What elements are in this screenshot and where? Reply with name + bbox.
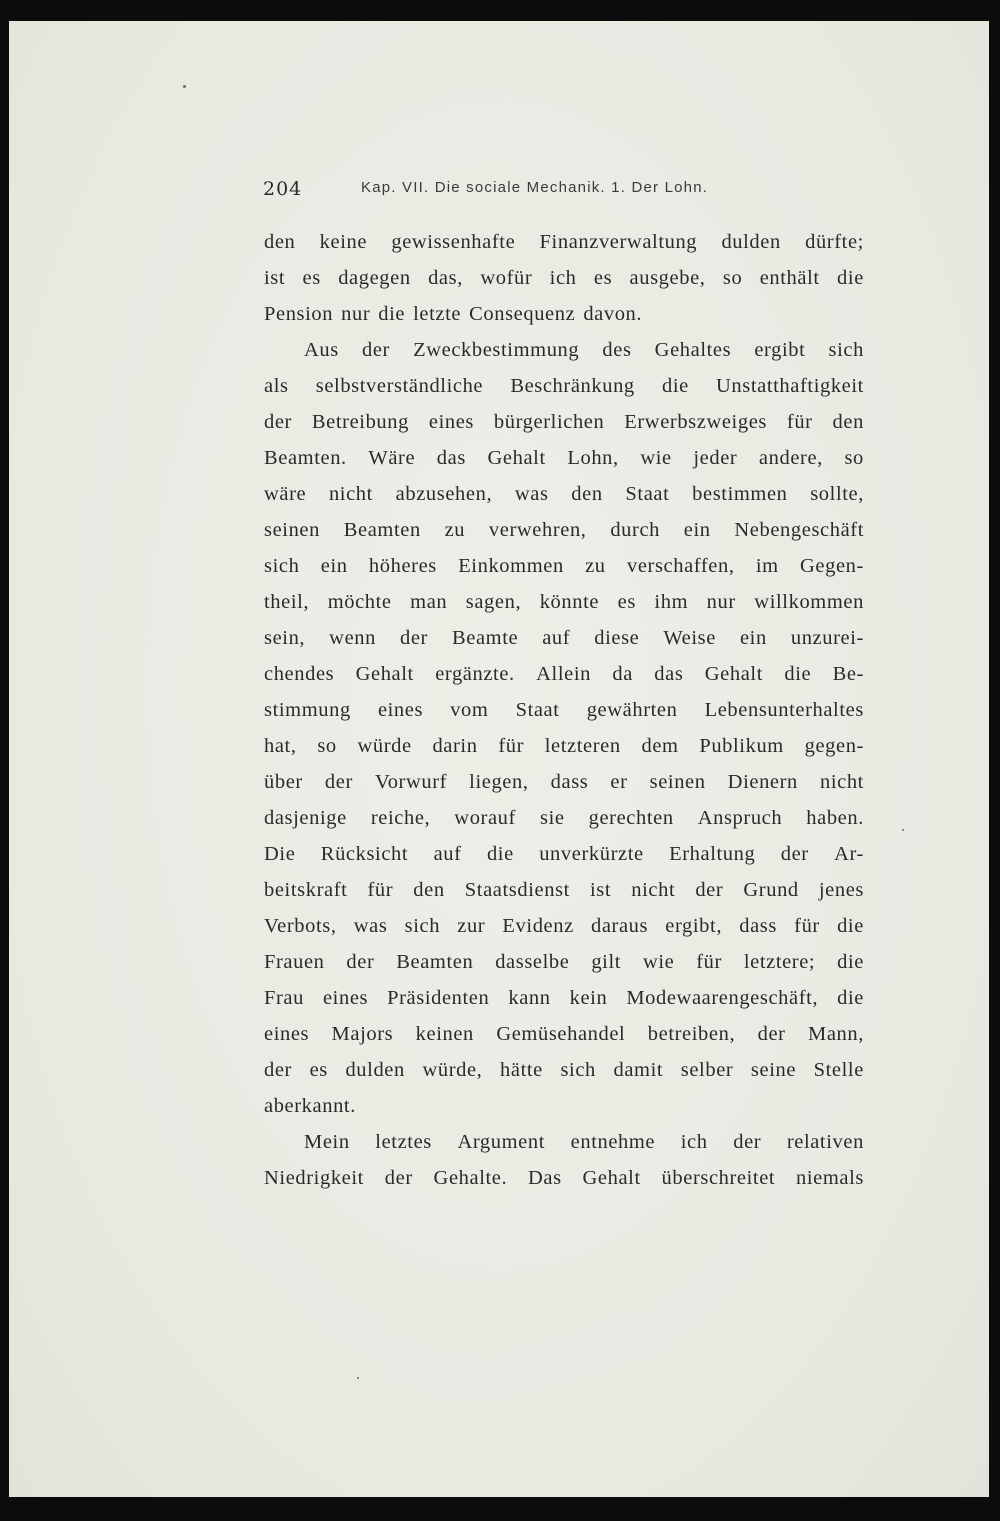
word: den xyxy=(571,483,603,505)
word: Lebensunterhaltes xyxy=(704,699,864,721)
word: verwehren, xyxy=(488,519,587,541)
word: sein, xyxy=(264,627,306,649)
word: ein xyxy=(320,555,348,577)
word: Beschränkung xyxy=(510,375,635,397)
word: sie xyxy=(540,807,565,829)
word: Stelle xyxy=(813,1059,864,1081)
word: dürfte; xyxy=(805,231,864,253)
word: die xyxy=(837,267,864,289)
word: niemals xyxy=(796,1167,864,1189)
word: eines xyxy=(377,699,424,721)
word: die xyxy=(486,843,514,865)
running-head xyxy=(263,178,783,202)
text-line xyxy=(264,404,864,440)
word: andere, xyxy=(758,447,823,469)
word: nicht xyxy=(819,771,864,793)
word: letzte xyxy=(413,303,462,325)
word: nicht xyxy=(328,483,373,505)
word: ich xyxy=(680,1131,708,1153)
word: Präsidenten xyxy=(387,987,490,1009)
text-line xyxy=(264,476,864,512)
word: des xyxy=(602,339,632,361)
word: Zweckbestimmung xyxy=(413,339,580,361)
text-line xyxy=(264,332,864,368)
word: Publikum xyxy=(699,735,784,757)
word: was xyxy=(514,483,549,505)
word: dass xyxy=(739,915,777,937)
text-line xyxy=(264,620,864,656)
word: es xyxy=(302,267,321,289)
word: verschaffen, xyxy=(626,555,735,577)
word: wäre xyxy=(264,483,307,505)
page-number: 204 xyxy=(263,178,303,200)
word: über xyxy=(264,771,303,793)
word: Beamten. xyxy=(264,447,347,469)
word: der xyxy=(695,879,724,901)
text-line xyxy=(264,692,864,728)
word: Beamten xyxy=(396,951,474,973)
word: Gehalt xyxy=(704,663,764,685)
text-line xyxy=(264,836,864,872)
word: durch xyxy=(610,519,660,541)
word: die xyxy=(661,375,689,397)
text-line xyxy=(264,1124,864,1160)
text-line xyxy=(264,764,864,800)
word: überschreitet xyxy=(661,1167,776,1189)
word: Vorwurf xyxy=(374,771,448,793)
word: seinen xyxy=(649,771,706,793)
word: Aus xyxy=(304,339,339,361)
word: Majors xyxy=(331,1023,394,1045)
word: wofür xyxy=(480,267,533,289)
paper-speck xyxy=(357,1377,359,1379)
word: Verbots, xyxy=(264,915,337,937)
word: höheres xyxy=(368,555,437,577)
word: Evidenz xyxy=(502,915,574,937)
word: Staatsdienst xyxy=(464,879,570,901)
word: Rücksicht xyxy=(320,843,409,865)
word: Beamten xyxy=(343,519,421,541)
word: sich xyxy=(404,915,441,937)
word: ein xyxy=(739,627,767,649)
word: haben. xyxy=(806,807,864,829)
word: die xyxy=(837,951,864,973)
word: Staat xyxy=(515,699,560,721)
word: seinen xyxy=(264,519,320,541)
word: so xyxy=(317,735,337,757)
word: so xyxy=(844,447,864,469)
text-line xyxy=(264,296,864,332)
word: Nebengeschäft xyxy=(734,519,864,541)
word: der xyxy=(733,1131,762,1153)
text-line xyxy=(264,872,864,908)
word: ausgebe, xyxy=(629,267,706,289)
word: er xyxy=(610,771,628,793)
word: Gehalt xyxy=(487,447,546,469)
word: gerechten xyxy=(588,807,674,829)
word: hätte xyxy=(500,1059,543,1081)
chapter-header: Kap. VII. Die sociale Mechanik. 1. Der Lohn. xyxy=(361,179,709,196)
word: die xyxy=(378,303,406,325)
word: chendes xyxy=(264,663,335,685)
word: sich xyxy=(560,1059,596,1081)
word: es xyxy=(309,1059,328,1081)
word: Frau xyxy=(264,987,304,1009)
word: unverkürzte xyxy=(539,843,644,865)
word: das xyxy=(436,447,466,469)
word: dem xyxy=(641,735,679,757)
word: der xyxy=(264,411,292,433)
word: Gegen- xyxy=(800,555,864,577)
text-line xyxy=(264,584,864,620)
word: ist xyxy=(264,267,286,289)
word: das xyxy=(654,663,684,685)
word: Das xyxy=(528,1167,562,1189)
word: gilt xyxy=(591,951,622,973)
text-line xyxy=(264,548,864,584)
word: möchte xyxy=(327,591,392,613)
text-line xyxy=(264,728,864,764)
text-line xyxy=(264,656,864,692)
word: Dienern xyxy=(727,771,798,793)
word: für xyxy=(696,951,722,973)
word: Grund xyxy=(743,879,799,901)
word: Gehaltes xyxy=(654,339,732,361)
word: Niedrigkeit xyxy=(264,1167,364,1189)
word: man xyxy=(410,591,448,613)
word: wie xyxy=(640,447,672,469)
word: bestimmen xyxy=(692,483,788,505)
word: der xyxy=(346,951,375,973)
word: keine xyxy=(319,231,368,253)
word: ihm xyxy=(654,591,689,613)
text-line xyxy=(264,440,864,476)
word: Weise xyxy=(663,627,716,649)
word: sich xyxy=(264,555,300,577)
word: Die xyxy=(264,843,296,865)
word: letzteren xyxy=(544,735,621,757)
word: sollte, xyxy=(810,483,864,505)
word: zu xyxy=(585,555,606,577)
word: gegen- xyxy=(804,735,864,757)
word: Consequenz xyxy=(469,303,576,325)
word: Argument xyxy=(457,1131,546,1153)
word: beitskraft xyxy=(264,879,348,901)
word: für xyxy=(786,411,813,433)
word: Unstatthaftigkeit xyxy=(716,375,864,397)
text-line xyxy=(264,908,864,944)
word: der xyxy=(757,1023,786,1045)
word: Frauen xyxy=(264,951,325,973)
word: dagegen xyxy=(338,267,411,289)
word: dulden xyxy=(721,231,781,253)
word: eines xyxy=(322,987,369,1009)
word: ein xyxy=(683,519,711,541)
word: gewissenhafte xyxy=(391,231,516,253)
word: willkommen xyxy=(754,591,864,613)
word: es xyxy=(593,267,613,289)
word: selber xyxy=(680,1059,734,1081)
word: Einkommen xyxy=(458,555,564,577)
text-line xyxy=(264,800,864,836)
word: sich xyxy=(828,339,864,361)
word: Pension xyxy=(264,303,334,325)
word: der xyxy=(361,339,390,361)
word: unzurei- xyxy=(790,627,864,649)
word: den xyxy=(264,231,296,253)
word: den xyxy=(832,411,864,433)
word: würde, xyxy=(422,1059,483,1081)
word: worauf xyxy=(454,807,516,829)
word: auf xyxy=(433,843,462,865)
word: Gehalte. xyxy=(433,1167,508,1189)
word: letztes xyxy=(375,1131,432,1153)
word: Gehalt xyxy=(582,1167,641,1189)
word: stimmung xyxy=(264,699,351,721)
text-line xyxy=(264,1088,864,1124)
word: dasselbe xyxy=(495,951,570,973)
word: aberkannt. xyxy=(264,1095,356,1117)
word: Beamte xyxy=(452,627,519,649)
word: Be- xyxy=(832,663,864,685)
word: Gemüsehandel xyxy=(496,1023,626,1045)
word: nur xyxy=(341,303,371,325)
word: gewährten xyxy=(586,699,678,721)
text-line xyxy=(264,224,864,260)
word: Allein xyxy=(536,663,591,685)
word: Anspruch xyxy=(697,807,783,829)
word: relativen xyxy=(786,1131,864,1153)
text-line xyxy=(264,1052,864,1088)
word: für xyxy=(794,915,820,937)
word: im xyxy=(755,555,779,577)
text-line xyxy=(264,980,864,1016)
word: letztere; xyxy=(743,951,816,973)
word: es xyxy=(617,591,636,613)
text-line xyxy=(264,260,864,296)
word: als xyxy=(264,375,289,397)
word: für xyxy=(498,735,525,757)
word: Wäre xyxy=(368,447,416,469)
word: jenes xyxy=(818,879,864,901)
word: Mein xyxy=(304,1131,350,1153)
word: das, xyxy=(428,267,463,289)
text-line xyxy=(264,944,864,980)
word: bürgerlichen xyxy=(493,411,605,433)
word: abzusehen, xyxy=(395,483,493,505)
word: ergänzte. xyxy=(435,663,515,685)
word: Erwerbszweiges xyxy=(624,411,767,433)
text-line xyxy=(264,1016,864,1052)
word: der xyxy=(264,1059,292,1081)
word: den xyxy=(413,879,445,901)
word: dulden xyxy=(345,1059,405,1081)
word: Ar- xyxy=(834,843,864,865)
word: jeder xyxy=(693,447,738,469)
word: dass xyxy=(550,771,589,793)
word: kann xyxy=(508,987,551,1009)
word: die xyxy=(837,915,864,937)
word: damit xyxy=(613,1059,664,1081)
word: Modewaarengeschäft, xyxy=(626,987,819,1009)
word: keinen xyxy=(415,1023,474,1045)
word: daraus xyxy=(590,915,649,937)
word: ergibt, xyxy=(665,915,723,937)
word: eines xyxy=(428,411,475,433)
word: seine xyxy=(750,1059,797,1081)
word: betreiben, xyxy=(647,1023,736,1045)
word: theil, xyxy=(264,591,310,613)
word: ergibt xyxy=(754,339,806,361)
word: könnte xyxy=(539,591,600,613)
word: reiche, xyxy=(370,807,431,829)
word: Betreibung xyxy=(311,411,409,433)
word: der xyxy=(324,771,353,793)
word: zur xyxy=(457,915,486,937)
word: ist xyxy=(590,879,612,901)
text-line xyxy=(264,1160,864,1196)
word: ich xyxy=(549,267,577,289)
word: wenn xyxy=(329,627,376,649)
word: der xyxy=(780,843,809,865)
word: für xyxy=(367,879,394,901)
text-line xyxy=(264,368,864,404)
word: entnehme xyxy=(570,1131,656,1153)
word: selbstverständliche xyxy=(315,375,484,397)
word: kein xyxy=(569,987,608,1009)
word: eines xyxy=(264,1023,310,1045)
paper-speck xyxy=(183,85,186,88)
word: würde xyxy=(357,735,412,757)
word: Staat xyxy=(625,483,670,505)
word: der xyxy=(400,627,428,649)
word: was xyxy=(353,915,388,937)
word: nicht xyxy=(631,879,676,901)
word: der xyxy=(384,1167,413,1189)
word: Gehalt xyxy=(355,663,414,685)
word: davon. xyxy=(583,303,643,325)
word: Erhaltung xyxy=(669,843,756,865)
word: Lohn, xyxy=(567,447,619,469)
word: enthält xyxy=(759,267,820,289)
word: auf xyxy=(542,627,571,649)
word: die xyxy=(784,663,812,685)
word: Mann, xyxy=(808,1023,864,1045)
word: da xyxy=(612,663,633,685)
word: hat, xyxy=(264,735,297,757)
word: wie xyxy=(642,951,675,973)
text-line xyxy=(264,512,864,548)
paper-speck xyxy=(902,829,904,831)
word: diese xyxy=(594,627,640,649)
word: nur xyxy=(706,591,736,613)
word: sagen, xyxy=(465,591,522,613)
body-text xyxy=(264,224,864,1196)
word: Finanzverwaltung xyxy=(539,231,698,253)
word: die xyxy=(837,987,864,1009)
word: dasjenige xyxy=(264,807,347,829)
word: zu xyxy=(444,519,466,541)
word: liegen, xyxy=(469,771,529,793)
word: vom xyxy=(450,699,489,721)
word: darin xyxy=(432,735,478,757)
word: so xyxy=(722,267,743,289)
